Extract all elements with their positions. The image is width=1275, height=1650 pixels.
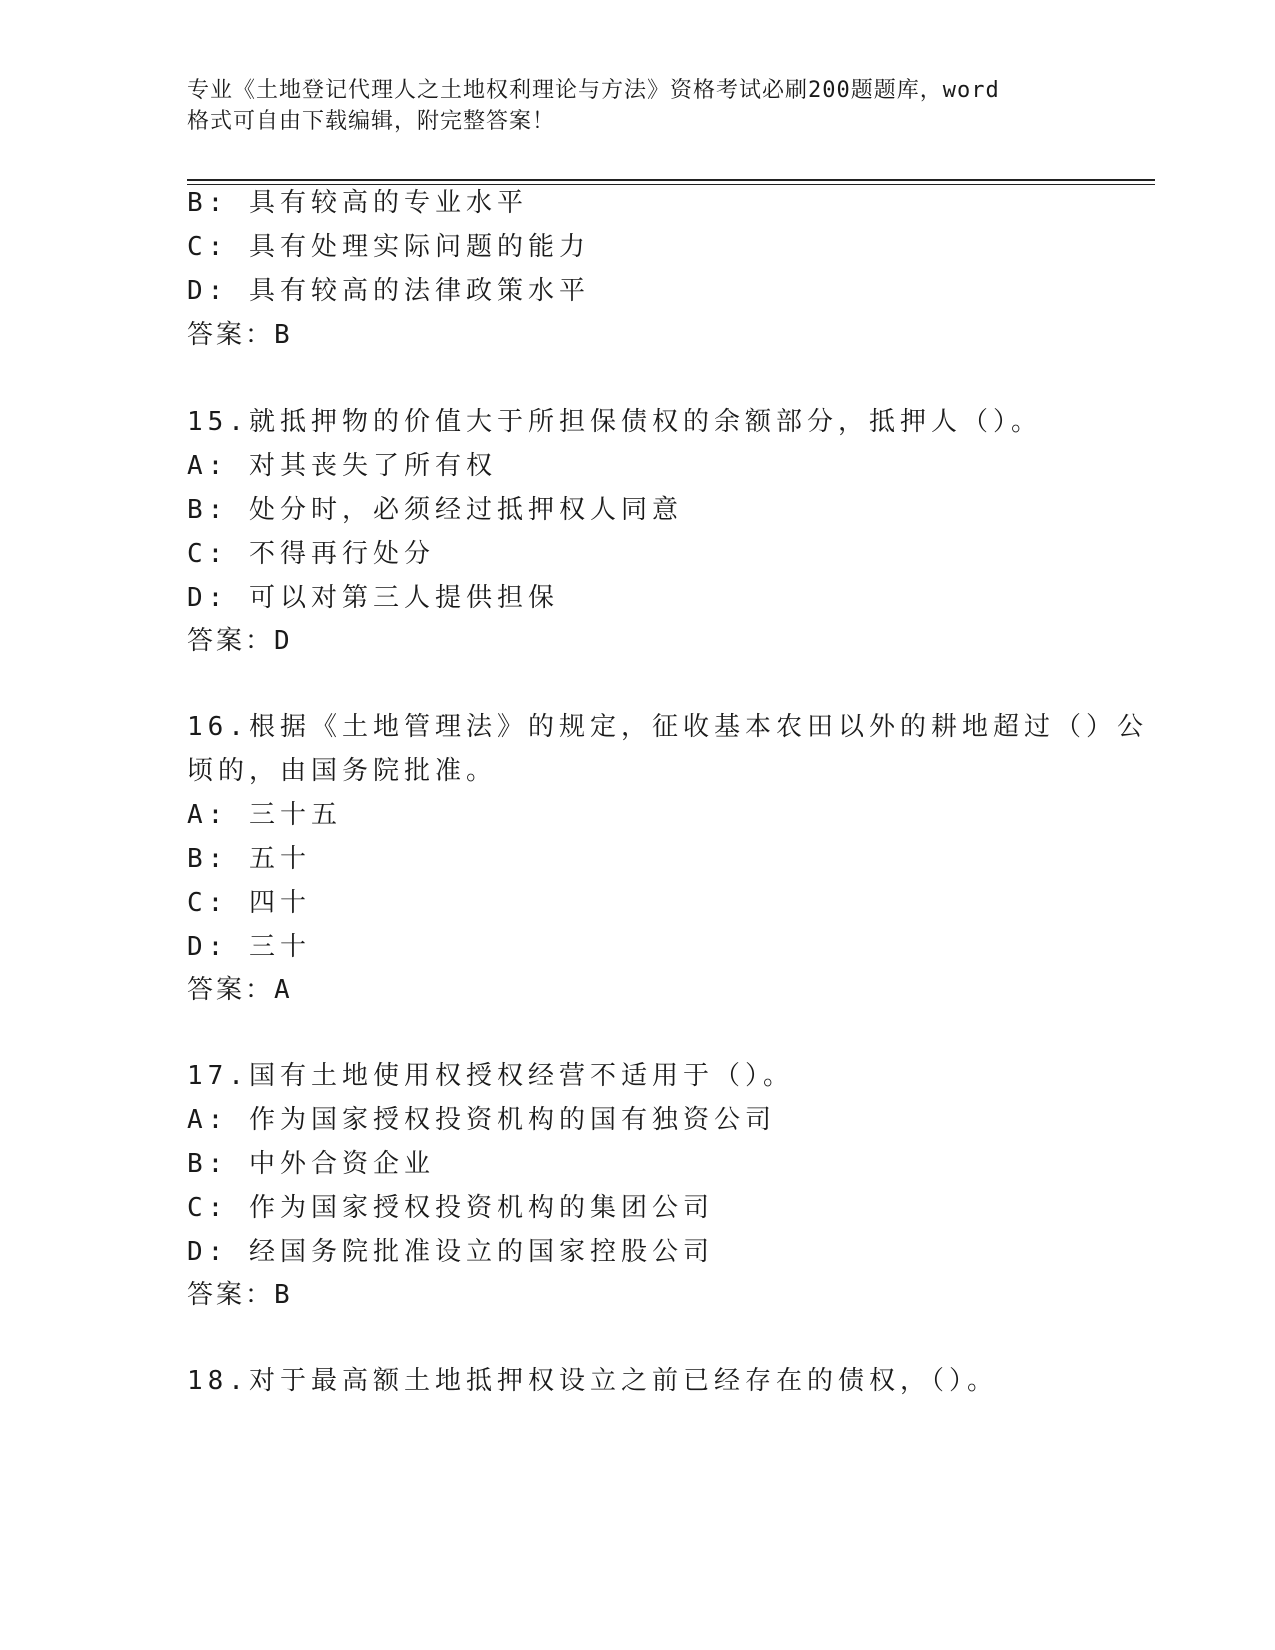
option-c: C: 具有处理实际问题的能力 [187,232,590,262]
question-18: 18.对于最高额土地抵押权设立之前已经存在的债权，（）。 [187,1366,998,1396]
q15-option-d: D: 可以对第三人提供担保 [187,583,559,613]
option-b: B: 具有较高的专业水平 [187,188,528,218]
q17-answer-line [187,1278,1147,1312]
answer-line [187,318,1147,352]
header-rule-thick [187,179,1155,181]
q15-option-a: A: 对其丧失了所有权 [187,451,497,481]
answer-label: 答案： [187,320,275,350]
q15-answer-line [187,624,1147,658]
header-title-line-1: 专业《土地登记代理人之土地权利理论与方法》资格考试必刷200题题库，word [187,78,1000,103]
q17-answer-value: B [274,1280,292,1310]
q17-answer-label: 答案： [187,1280,275,1310]
q17-option-a: A: 作为国家授权投资机构的国有独资公司 [187,1105,776,1135]
question-17: 17.国有土地使用权授权经营不适用于（）。 [187,1061,794,1091]
q16-option-d: D: 三十 [187,932,311,962]
header-rule-thin [187,184,1155,185]
q16-option-b: B: 五十 [187,844,311,874]
question-16-line-1: 16.根据《土地管理法》的规定，征收基本农田以外的耕地超过（）公 [187,712,1148,742]
q15-answer-label: 答案： [187,626,275,656]
document-header [187,75,1067,137]
header-title-line-2: 格式可自由下载编辑，附完整答案！ [187,109,556,134]
answer-value: B [274,320,292,350]
q17-option-b: B: 中外合资企业 [187,1149,435,1179]
question-15: 15.就抵押物的价值大于所担保债权的余额部分，抵押人（）。 [187,407,1042,437]
option-d: D: 具有较高的法律政策水平 [187,276,590,306]
q15-answer-value: D [274,626,292,656]
q17-option-d: D: 经国务院批准设立的国家控股公司 [187,1237,714,1267]
q16-option-c: C: 四十 [187,888,311,918]
q15-option-b: B: 处分时，必须经过抵押权人同意 [187,495,683,525]
question-16-line-2: 顷的，由国务院批准。 [187,756,498,786]
q16-option-a: A: 三十五 [187,800,342,830]
q17-option-c: C: 作为国家授权投资机构的集团公司 [187,1193,714,1223]
q15-option-c: C: 不得再行处分 [187,539,435,569]
q16-answer-label: 答案： [187,975,275,1005]
q16-answer-line [187,973,1147,1007]
q16-answer-value: A [274,975,292,1005]
